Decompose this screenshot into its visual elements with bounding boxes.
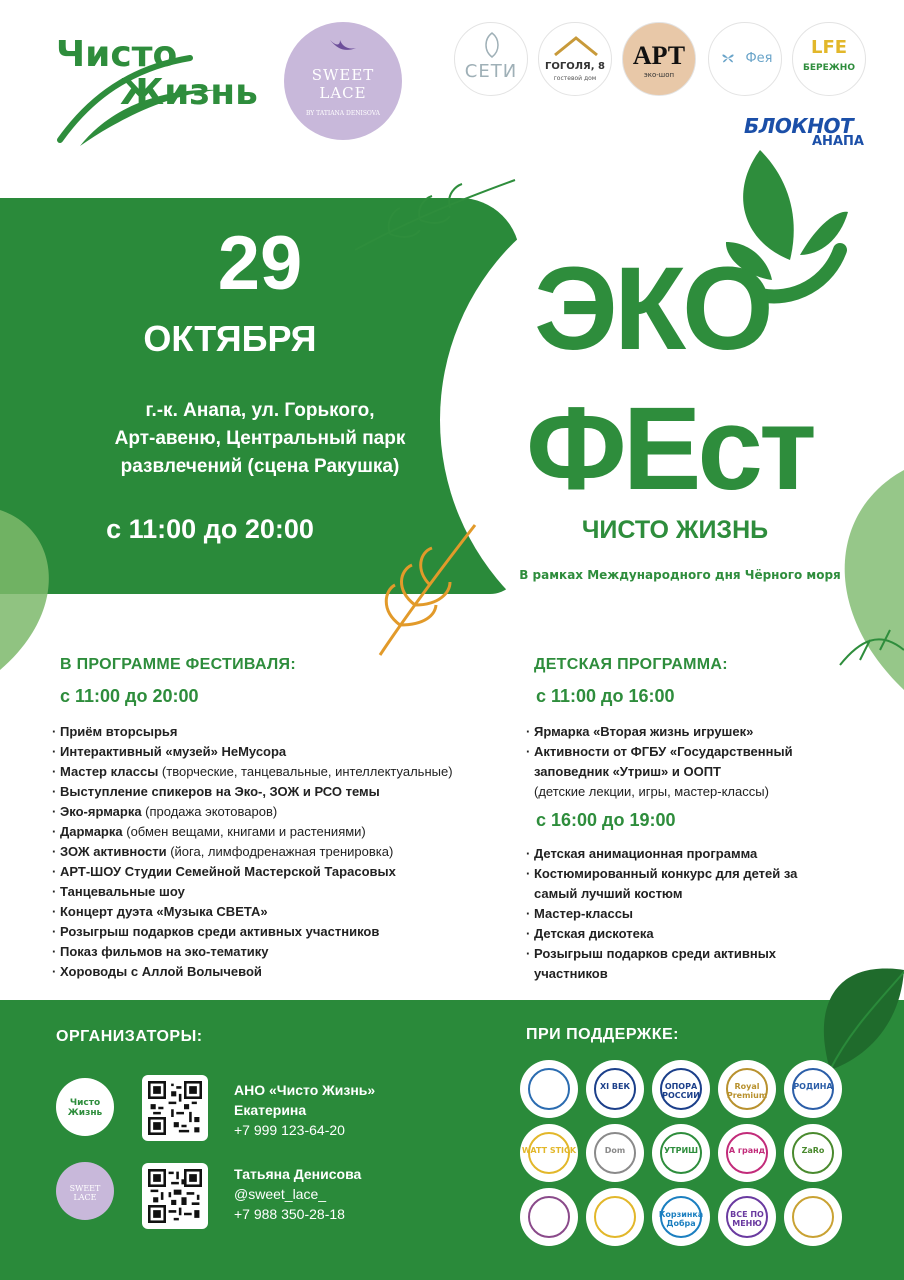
list-item — [52, 842, 512, 862]
list-item-bold: Концерт дуэта «Музыка СВЕТА» — [60, 904, 268, 919]
bloknot-city: АНАПА — [812, 134, 864, 149]
sponsors-grid — [520, 1060, 850, 1260]
org1-details — [234, 1080, 375, 1140]
sponsor-logo — [652, 1060, 710, 1118]
sweet-lace-line2: LACE — [319, 84, 367, 102]
seti-emblem-icon — [481, 31, 503, 59]
list-item-bold: Эко-ярмарка — [60, 804, 142, 819]
list-item-note: (йога, лимфодренажная тренировка) — [166, 844, 394, 859]
sponsor-logo — [718, 1124, 776, 1182]
sponsor-emblem-icon — [528, 1068, 570, 1110]
sponsor-logo — [520, 1060, 578, 1118]
partner-seti-label: СЕТИ — [464, 61, 518, 82]
list-item — [52, 882, 512, 902]
qr-icon — [148, 1081, 202, 1135]
org2-name: Татьяна Денисова — [234, 1166, 362, 1182]
list-item — [52, 962, 512, 982]
list-item — [52, 722, 512, 742]
swallow-icon — [328, 36, 358, 62]
list-item — [526, 844, 826, 864]
bloknot-name: БЛОКНОТ — [744, 114, 854, 138]
list-item — [526, 722, 826, 742]
address-line-2: Арт-авеню, Центральный парк — [114, 428, 406, 449]
partner-logo-berezhno: LFE БЕРЕЖНО — [792, 22, 866, 96]
list-item-bold: Костюмированный конкурс для детей за самый лучший костюм — [534, 866, 798, 901]
list-item-bold: Розыгрыш подарков среди активных участников — [60, 924, 380, 939]
list-item-bold: Показ фильмов на эко-тематику — [60, 944, 269, 959]
org2-qr-code — [142, 1163, 208, 1229]
event-note: В рамках Международного дня Чёрного моря — [519, 568, 841, 582]
list-item — [52, 782, 512, 802]
list-item-bold: Мастер-классы — [534, 906, 634, 921]
org2-logo-text: SWEET LACE — [69, 1184, 101, 1202]
list-item-bold: Приём вторсырья — [60, 724, 178, 739]
sweet-lace-line1: SWEET — [311, 66, 375, 84]
kids-time-2: с 16:00 до 19:00 — [536, 810, 676, 830]
partner-logo-art — [622, 22, 696, 96]
list-item-note: (творческие, танцевальные, интеллектуальные) — [158, 764, 453, 779]
sponsor-emblem-icon — [792, 1196, 834, 1238]
org1-logo — [56, 1078, 114, 1136]
list-item — [526, 904, 826, 924]
org2-details — [234, 1164, 361, 1224]
list-item-bold: Мастер классы — [60, 764, 159, 779]
partner-art-label: АРТ — [632, 41, 686, 70]
list-item — [526, 924, 826, 944]
ekofest-title — [520, 240, 850, 520]
list-item-bold: Ярмарка «Вторая жизнь игрушек» — [534, 724, 754, 739]
list-item-bold: Выступление спикеров на Эко-, ЗОЖ и РСО темы — [60, 784, 380, 799]
org1-logo-text: Чисто Жизнь — [67, 1098, 103, 1118]
list-item — [52, 802, 512, 822]
list-item — [52, 762, 512, 782]
list-item — [526, 742, 826, 782]
partner-logo-seti — [454, 22, 528, 96]
event-time: с 11:00 до 20:00 — [106, 514, 314, 544]
kids-list-1 — [526, 722, 826, 802]
sponsor-logo — [586, 1124, 644, 1182]
sponsor-label: ZaRo — [801, 1146, 825, 1155]
title-line2: ФЕст — [526, 383, 813, 515]
partner-gogolya-sub: гостевой дом — [553, 75, 597, 82]
house-roof-icon — [553, 35, 599, 57]
org1-name: АНО «Чисто Жизнь» — [234, 1082, 376, 1098]
sponsor-logo — [652, 1188, 710, 1246]
sponsor-logo — [520, 1188, 578, 1246]
list-item-bold: Дармарка — [60, 824, 123, 839]
list-item — [526, 944, 826, 984]
event-date-day: 29 — [217, 221, 303, 306]
list-item — [526, 782, 826, 802]
org1-person: Екатерина — [234, 1102, 307, 1118]
event-subtitle: ЧИСТО ЖИЗНЬ — [581, 516, 769, 544]
program-time: с 11:00 до 20:00 — [60, 686, 199, 706]
list-item-bold: Детская анимационная программа — [534, 846, 758, 861]
address-line-1: г.-к. Анапа, ул. Горького, — [145, 400, 375, 421]
list-item — [52, 822, 512, 842]
list-item-bold: Розыгрыш подарков среди активных участников — [534, 946, 777, 981]
org2-logo — [56, 1162, 114, 1220]
sponsor-emblem-icon — [594, 1196, 636, 1238]
list-item — [526, 864, 826, 904]
partner-berezhno-label: БЕРЕЖНО — [803, 63, 855, 73]
kids-title: ДЕТСКАЯ ПРОГРАММА: — [534, 656, 728, 673]
kids-time-1: с 11:00 до 16:00 — [536, 686, 675, 706]
org1-phone[interactable]: +7 999 123-64-20 — [234, 1122, 345, 1138]
logo-line2: Жизнь — [120, 72, 258, 113]
list-item-note: (продажа экотоваров) — [141, 804, 278, 819]
list-item — [52, 922, 512, 942]
sponsor-label: Dom — [604, 1146, 626, 1155]
list-item — [52, 742, 512, 762]
title-line1: ЭКО — [534, 243, 770, 375]
sponsor-logo — [784, 1188, 842, 1246]
program-title: В ПРОГРАММЕ ФЕСТИВАЛЯ: — [60, 656, 296, 673]
partner-gogolya-label: ГОГОЛЯ, 8 — [545, 61, 605, 72]
list-item-bold: Интерактивный «музей» НеМусора — [60, 744, 287, 759]
program-list — [52, 722, 512, 982]
sponsor-logo — [718, 1188, 776, 1246]
sponsor-logo — [784, 1060, 842, 1118]
sponsor-logo — [652, 1124, 710, 1182]
sponsor-label: А гранд — [728, 1146, 766, 1155]
sponsor-emblem-icon — [528, 1196, 570, 1238]
sponsor-logo — [784, 1124, 842, 1182]
list-item — [52, 942, 512, 962]
address-line-3: развлечений (сцена Ракушка) — [120, 456, 400, 477]
logo-line1: Чисто — [56, 34, 178, 75]
sponsor-label: Корзинка Добра — [658, 1210, 704, 1228]
partner-feya-label: Фея — [745, 51, 773, 66]
list-item-bold: Танцевальные шоу — [60, 884, 185, 899]
org1-qr-code — [142, 1075, 208, 1141]
list-item-note: (детские лекции, игры, мастер-классы) — [534, 784, 769, 799]
chisto-zhizn-logo — [50, 28, 265, 148]
org2-handle[interactable]: @sweet_lace_ — [234, 1186, 327, 1202]
sponsor-label: Royal Premium — [726, 1082, 768, 1100]
event-date-month: ОКТЯБРЯ — [143, 318, 317, 359]
organizers-title: ОРГАНИЗАТОРЫ: — [56, 1028, 203, 1045]
partner-art-sub: эко-шоп — [643, 71, 675, 79]
sponsor-logo — [718, 1060, 776, 1118]
sweet-lace-line3: BY TATIANA DENISOVA — [305, 110, 381, 117]
list-item-note: (обмен вещами, книгами и растениями) — [122, 824, 366, 839]
sponsor-logo — [520, 1124, 578, 1182]
sponsor-label: WATT STICK — [521, 1146, 577, 1155]
list-item-bold: Детская дискотека — [534, 926, 654, 941]
org2-phone[interactable]: +7 988 350-28-18 — [234, 1206, 345, 1222]
sponsor-label: УТРИШ — [663, 1146, 699, 1155]
partner-logo-feya — [708, 22, 782, 96]
sponsor-logo — [586, 1188, 644, 1246]
sponsor-logo — [586, 1060, 644, 1118]
list-item-bold: Хороводы с Аллой Волычевой — [60, 964, 262, 979]
sponsor-label: РОДИНА — [793, 1082, 833, 1091]
support-title: ПРИ ПОДДЕРЖКЕ: — [526, 1026, 680, 1043]
list-item — [52, 902, 512, 922]
qr-icon — [148, 1169, 202, 1223]
list-item-bold: ЗОЖ активности — [60, 844, 167, 859]
sweet-lace-logo — [284, 22, 402, 140]
partner-logo-gogolya — [538, 22, 612, 96]
sponsor-label: ВСЕ ПО МЕНЮ — [730, 1210, 764, 1228]
sponsor-label: XI ВЕК — [599, 1082, 631, 1091]
list-item — [52, 862, 512, 882]
sponsor-label: ОПОРА РОССИИ — [662, 1082, 700, 1100]
kids-list-2 — [526, 844, 826, 984]
list-item-bold: Активности от ФГБУ «Государственный заповедник «Утриш» и ООПТ — [534, 744, 793, 779]
list-item-bold: АРТ-ШОУ Студии Семейной Мастерской Тарасовых — [60, 864, 396, 879]
